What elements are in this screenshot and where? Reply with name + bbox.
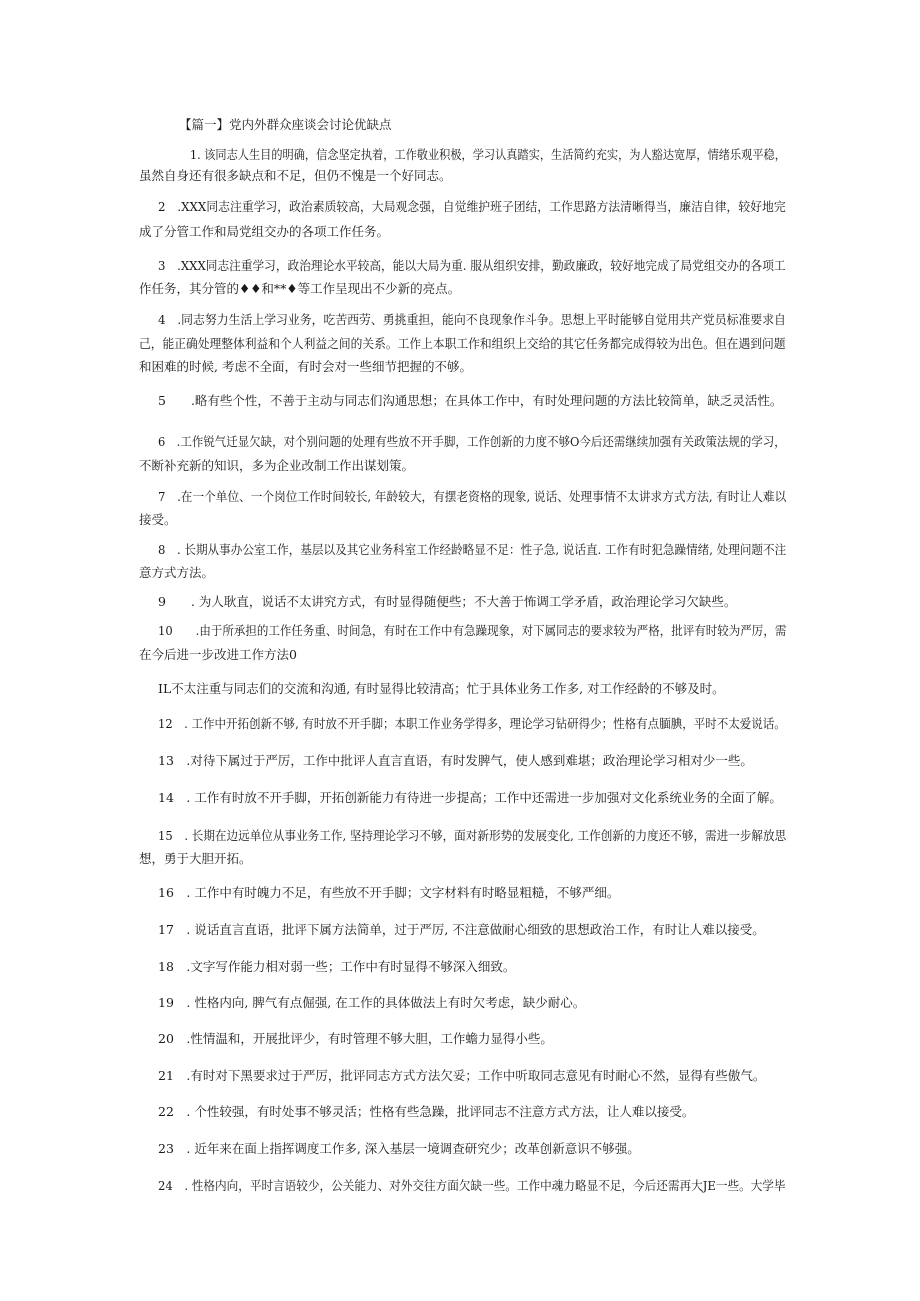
text-line: 19 . 性格内向, 脾气有点倔强, 在工作的具体做法上有时欠考虑，缺少耐心。 xyxy=(158,995,586,1010)
text-line: 成了分管工作和局党组交办的各项工作任务。 xyxy=(139,224,390,239)
text-line: 22 . 个性较强，有时处事不够灵活；性格有些急躁，批评同志不注意方式方法，让人难以接受。 xyxy=(158,1104,695,1119)
text-line: 3 .XXX同志注重学习，政治理论水平较高，能以大局为重. 服从组织安排，勤政廉政，较好地完成了局党组交办的各项工 xyxy=(158,258,786,273)
text-line: IL不太注重与同志们的交流和沟通, 有时显得比较清高；忙于具体业务工作多, 对工作经龄的不够及时。 xyxy=(158,681,725,696)
text-line: 意方式方法。 xyxy=(139,565,215,580)
text-line: 作任务，其分管的♦♦和**♦等工作呈现出不少新的亮点。 xyxy=(139,281,461,296)
text-line: 17 . 说话直言直语，批评下属方法简单，过于严厉, 不注意做耐心细致的思想政治工作，有时让人难以接受。 xyxy=(158,922,765,937)
text-line: 6 .工作锐气迁显欠缺，对个别问题的处理有些放不开手脚，工作创新的力度不够O今后还需继续加强有关政策法规的学习， xyxy=(158,434,786,449)
text-line: 想，勇于大胆开拓。 xyxy=(139,851,252,866)
text-line: 15 . 长期在边远单位从事业务工作, 坚持理论学习不够，面对新形势的发展变化, 工作创新的力度还不够，需进一步解放思 xyxy=(158,828,787,843)
text-line: 20 .性情温和，开展批评少，有时管理不够大胆，工作蟾力显得小些。 xyxy=(158,1031,553,1046)
text-line: 14 . 工作有时放不开手脚，开拓创新能力有待进一步提高；工作中还需进一步加强对文化系统业务的全面了解。 xyxy=(158,790,782,805)
text-line: 13 .对待下属过于严厉，工作中批评人直言直语，有时发脾气，使人感到难堪；政治理论学习相对少一些。 xyxy=(158,753,753,768)
text-line: 不断补充新的知识，多为企业改制工作出谋划策。 xyxy=(139,458,415,473)
text-line: 4 .同志努力生活上学习业务，吃苦西劳、勇挑重担，能向不良现象作斗争。思想上平时能够自觉用共产党员标准要求自 xyxy=(158,312,786,327)
text-line: 21 .有时对下黑要求过于严厉，批评同志方式方法欠妥；工作中听取同志意见有时耐心不然，显得有些傲气。 xyxy=(158,1068,766,1083)
text-line: 己，能正确处理整体利益和个人利益之间的关系。工作上本职工作和组织上交给的其它任务都完成得较为出色。但在遇到问题 xyxy=(139,336,786,351)
text-line: 12 . 工作中开拓创新不够, 有时放不开手脚；本职工作业务学得多，理论学习钻研得少；性格有点腼腆，平时不太爱说话。 xyxy=(158,716,786,731)
text-line: 接受。 xyxy=(139,512,177,527)
text-line: 1. 该同志人生目的明确，信念坚定执着，工作敬业积极，学习认真踏实，生活简约充实，为人豁达宽厚，情绪乐观平稳， xyxy=(190,147,786,162)
text-line: 和困难的时候, 考虑不全面，有时会对一些细节把握的不够。 xyxy=(139,359,472,374)
text-line: 18 .文字写作能力相对弱一些；工作中有时显得不够深入细致。 xyxy=(158,959,516,974)
text-line: 5 .略有些个性，不善于主动与同志们沟通思想；在具体工作中，有时处理问题的方法比较简单，缺乏灵活性。 xyxy=(158,393,783,408)
text-line: 16 . 工作中有时魄力不足，有些放不开手脚；文字材料有时略显粗糙，不够严细。 xyxy=(158,885,620,900)
text-line: 2 .XXX同志注重学习，政治素质较高，大局观念强，自觉维护班子团结，工作思路方法清晰得当，廉洁自律，较好地完 xyxy=(158,199,786,214)
text-line: 24 . 性格内向，平时言语较少，公关能力、对外交往方面欠缺一些。工作中魂力略显不足，今后还需再大JE一些。大学毕 xyxy=(158,1178,786,1193)
document-heading: 【篇一】党内外群众座谈会讨论优缺点 xyxy=(179,117,392,132)
text-line: 在今后进一步改进工作方法0 xyxy=(139,647,297,662)
text-line: 23 . 近年来在面上指挥调度工作多, 深入基层一境调查研究少；改革创新意识不够强。 xyxy=(158,1141,640,1156)
text-line: 8 . 长期从事办公室工作，基层以及其它业务科室工作经龄略显不足：性子急, 说话直. 工作有时犯急躁情绪, 处理问题不注 xyxy=(158,542,787,557)
text-line: 9 . 为人耿直，说话不太讲究方式，有时显得随便些；不大善于怖调工学矛盾，政治理论学习欠缺些。 xyxy=(158,594,737,609)
text-line: 7 .在一个单位、一个岗位工作时间较长, 年龄较大，有摆老资格的现象, 说话、处理事情不太讲求方式方法, 有时让人难以 xyxy=(158,489,787,504)
text-line: 虽然自身还有很多缺点和不足，但仍不愧是一个好同志。 xyxy=(139,168,452,183)
text-line: 10 .由于所承担的工作任务重、时间急，有时在工作中有急躁现象，对下属同志的要求较为严格，批评有时较为严厉，需 xyxy=(158,623,787,638)
